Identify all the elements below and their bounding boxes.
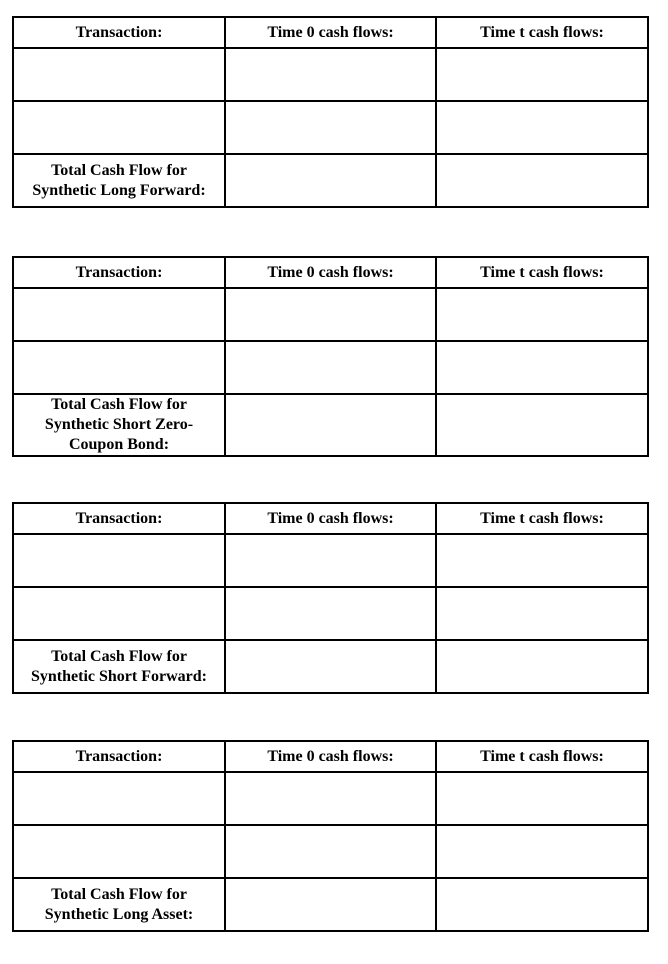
time-0-cell[interactable] — [225, 534, 436, 587]
table-header-row — [13, 741, 648, 772]
total-label-line: Coupon Bond: — [68, 436, 170, 453]
transaction-row — [13, 534, 648, 587]
time-0-cell[interactable] — [225, 101, 436, 154]
transaction-cell[interactable] — [13, 341, 225, 394]
transaction-cell[interactable] — [13, 101, 225, 154]
time-0-cell[interactable] — [225, 772, 436, 825]
time-0-cell[interactable] — [225, 288, 436, 341]
total-row — [13, 154, 648, 207]
cash-flow-table-synthetic-short-zero-coupon-bond — [12, 256, 649, 457]
total-time-t-cell[interactable] — [436, 394, 648, 456]
total-row — [13, 640, 648, 693]
time-t-cell[interactable] — [436, 341, 648, 394]
table-header-row — [13, 257, 648, 288]
total-label-line: Synthetic Long Asset: — [44, 905, 194, 923]
total-label — [13, 394, 225, 456]
header-time-0-cash-flows: Time 0 cash flows: — [225, 257, 436, 288]
cash-flow-table-synthetic-short-forward — [12, 502, 649, 694]
total-time-0-cell[interactable] — [225, 878, 436, 931]
time-0-cell[interactable] — [225, 587, 436, 640]
total-time-t-cell[interactable] — [436, 640, 648, 693]
transaction-cell[interactable] — [13, 534, 225, 587]
time-0-cell[interactable] — [225, 341, 436, 394]
total-time-0-cell[interactable] — [225, 640, 436, 693]
total-label-line: Synthetic Long Forward: — [32, 181, 206, 199]
transaction-row — [13, 587, 648, 640]
time-t-cell[interactable] — [436, 825, 648, 878]
header-time-t-cash-flows: Time t cash flows: — [436, 257, 648, 288]
table-header-row — [13, 17, 648, 48]
total-time-0-cell[interactable] — [225, 154, 436, 207]
total-label-line: Total Cash Flow for — [51, 396, 187, 413]
total-time-t-cell[interactable] — [436, 878, 648, 931]
time-t-cell[interactable] — [436, 772, 648, 825]
header-time-t-cash-flows: Time t cash flows: — [436, 503, 648, 534]
header-time-0-cash-flows: Time 0 cash flows: — [225, 17, 436, 48]
cash-flow-table-synthetic-long-asset — [12, 740, 649, 932]
time-t-cell[interactable] — [436, 587, 648, 640]
total-time-0-cell[interactable] — [225, 394, 436, 456]
transaction-row — [13, 288, 648, 341]
time-0-cell[interactable] — [225, 825, 436, 878]
total-label-line: Synthetic Short Forward: — [31, 667, 207, 685]
table-header-row — [13, 503, 648, 534]
transaction-cell[interactable] — [13, 825, 225, 878]
total-label-line: Total Cash Flow for — [51, 885, 187, 903]
transaction-cell[interactable] — [13, 772, 225, 825]
header-transaction: Transaction: — [13, 257, 225, 288]
header-time-t-cash-flows: Time t cash flows: — [436, 741, 648, 772]
total-label — [13, 154, 225, 207]
transaction-row — [13, 825, 648, 878]
transaction-cell[interactable] — [13, 48, 225, 101]
total-label-line: Synthetic Short Zero- — [44, 416, 194, 433]
header-time-t-cash-flows: Time t cash flows: — [436, 17, 648, 48]
transaction-row — [13, 772, 648, 825]
header-transaction: Transaction: — [13, 741, 225, 772]
header-transaction: Transaction: — [13, 17, 225, 48]
header-time-0-cash-flows: Time 0 cash flows: — [225, 503, 436, 534]
total-label — [13, 640, 225, 693]
time-0-cell[interactable] — [225, 48, 436, 101]
total-label-line: Total Cash Flow for — [51, 161, 187, 179]
header-time-0-cash-flows: Time 0 cash flows: — [225, 741, 436, 772]
total-time-t-cell[interactable] — [436, 154, 648, 207]
cash-flow-table-synthetic-long-forward — [12, 16, 649, 208]
time-t-cell[interactable] — [436, 288, 648, 341]
transaction-row — [13, 341, 648, 394]
transaction-cell[interactable] — [13, 288, 225, 341]
transaction-row — [13, 101, 648, 154]
header-transaction: Transaction: — [13, 503, 225, 534]
total-label-line: Total Cash Flow for — [51, 647, 187, 665]
time-t-cell[interactable] — [436, 48, 648, 101]
total-row — [13, 878, 648, 931]
time-t-cell[interactable] — [436, 534, 648, 587]
transaction-cell[interactable] — [13, 587, 225, 640]
time-t-cell[interactable] — [436, 101, 648, 154]
total-label — [13, 878, 225, 931]
total-row — [13, 394, 648, 456]
transaction-row — [13, 48, 648, 101]
